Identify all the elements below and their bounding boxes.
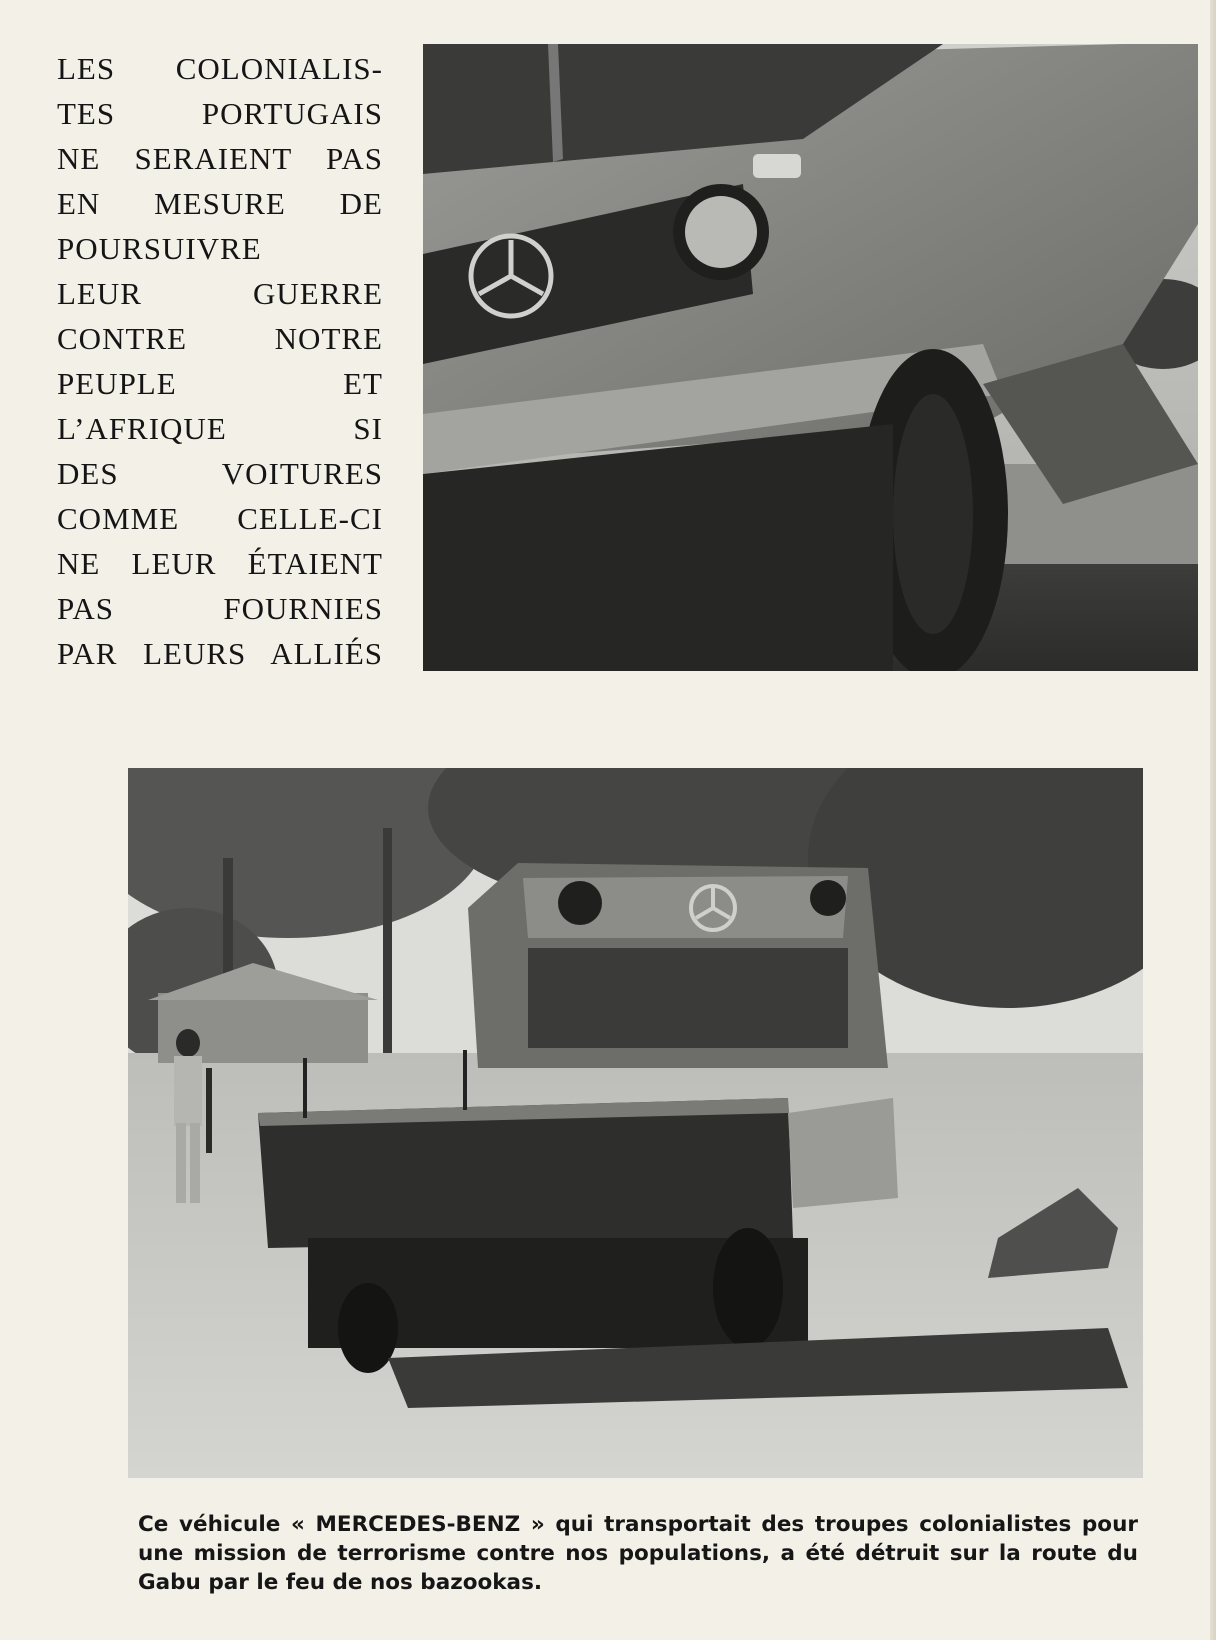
headline-line: POURSUIVRE <box>57 231 262 266</box>
destroyed-truck-photo <box>128 768 1143 1478</box>
headline-line: LEUR GUERRE <box>57 276 383 311</box>
headline-line: EN MESURE DE <box>57 186 383 221</box>
headline-line: TES PORTUGAIS <box>57 96 383 131</box>
truck-closeup-photo <box>423 44 1198 671</box>
headline-line: CONTRE NOTRE <box>57 321 383 356</box>
headline-line: NE LEUR ÉTAIENT <box>57 546 383 581</box>
headline-line: NE SERAIENT PAS <box>57 141 383 176</box>
headline-line: COMME CELLE-CI <box>57 501 383 536</box>
headline-line: L’AFRIQUE SI <box>57 411 383 446</box>
headline-line: PAS FOURNIES <box>57 591 383 626</box>
headline-line: DES VOITURES <box>57 456 383 491</box>
headline-line: PEUPLE ET <box>57 366 383 401</box>
headline <box>57 46 383 676</box>
headline-line: LES COLONIALIS- <box>57 51 383 86</box>
photo-caption: Ce véhicule « MERCEDES-BENZ » qui transportait des troupes colonialistes pour une mission de terrorisme contre nos populations, a été détruit sur la route du Gabu par le feu de nos bazookas. <box>138 1512 1138 1595</box>
page-edge <box>1210 0 1216 1640</box>
headline-line: PAR LEURS ALLIÉS <box>57 636 383 671</box>
